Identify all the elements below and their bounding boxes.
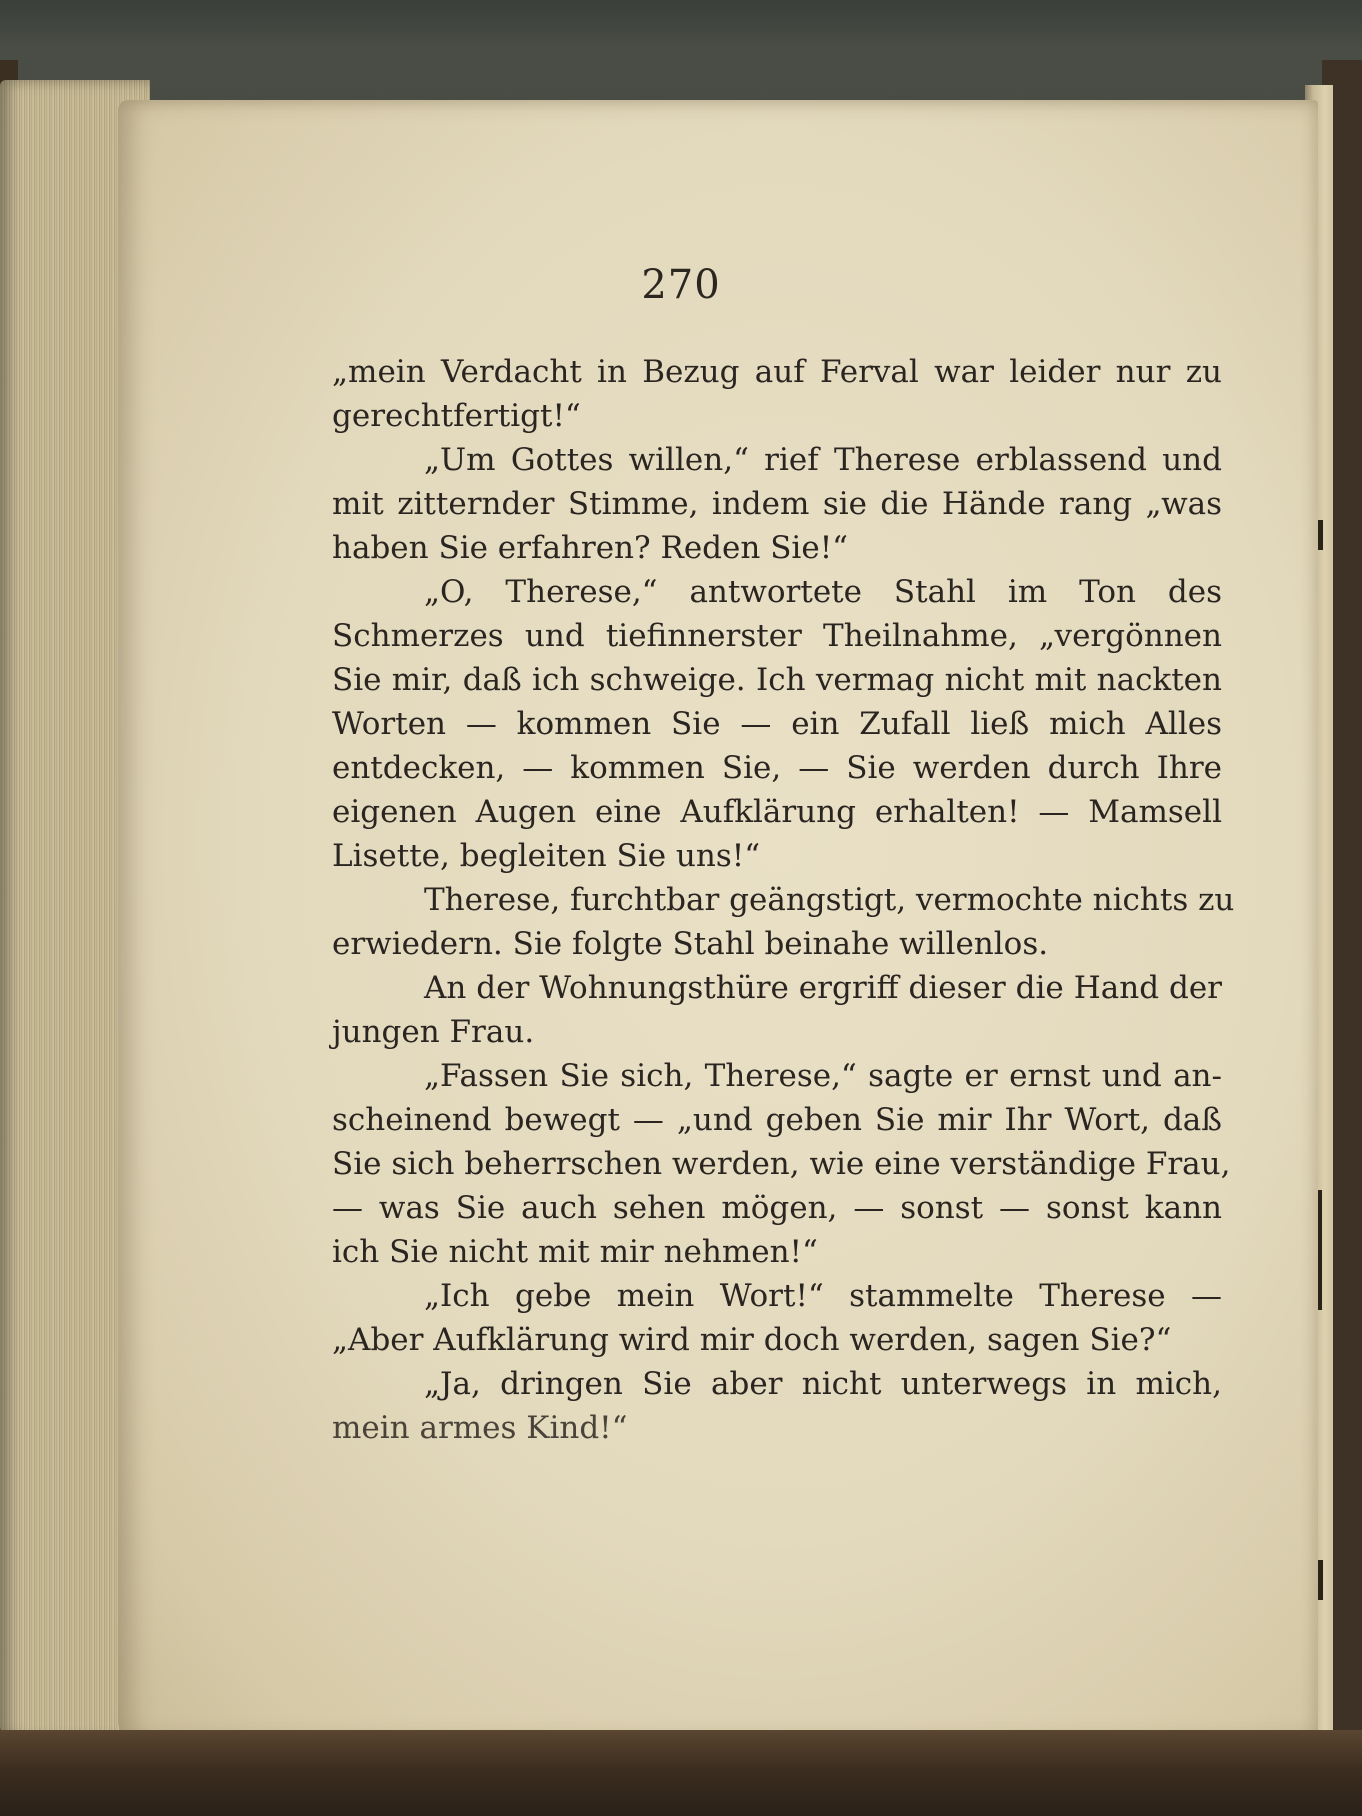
text-line: Lisette, begleiten Sie uns!“ bbox=[332, 838, 761, 874]
text-line: haben Sie erfahren? Reden Sie!“ bbox=[332, 530, 848, 566]
text-line: Sie sich beherrschen werden, wie eine verständige Frau, bbox=[332, 1146, 1231, 1182]
text-line: jungen Frau. bbox=[332, 1014, 535, 1050]
text-line: gerechtfertigt!“ bbox=[332, 398, 581, 434]
text-line: ich Sie nicht mit mir nehmen!“ bbox=[332, 1234, 818, 1270]
text-line: „Fassen Sie sich, Therese,“ sagte er ernst und an- bbox=[424, 1058, 1222, 1094]
text-line: An der Wohnungsthüre ergriff dieser die Hand der bbox=[424, 970, 1222, 1006]
text-line: Worten — kommen Sie — ein Zufall ließ mich Alles bbox=[332, 706, 1222, 742]
text-line: „mein Verdacht in Bezug auf Ferval war leider nur zu bbox=[332, 354, 1222, 390]
text-line: eigenen Augen eine Aufklärung erhalten! — Mamsell bbox=[332, 794, 1222, 830]
text-line: „O, Therese,“ antwortete Stahl im Ton des bbox=[424, 574, 1222, 610]
book-cover-bottom-edge bbox=[0, 1730, 1362, 1816]
text-line: „Ich gebe mein Wort!“ stammelte Therese — bbox=[424, 1278, 1222, 1314]
text-line: „Um Gottes willen,“ rief Therese erblassend und bbox=[424, 442, 1222, 478]
ink-mark bbox=[1318, 1560, 1323, 1600]
text-line: „Aber Aufklärung wird mir doch werden, sagen Sie?“ bbox=[332, 1322, 1172, 1358]
text-line: — was Sie auch sehen mögen, — sonst — sonst kann bbox=[332, 1190, 1222, 1226]
text-line: „Ja, dringen Sie aber nicht unterwegs in mich, bbox=[424, 1366, 1222, 1402]
text-line: scheinend bewegt — „und geben Sie mir Ihr Wort, daß bbox=[332, 1102, 1222, 1138]
page-number: 270 bbox=[641, 262, 721, 308]
text-line: Therese, furchtbar geängstigt, vermochte nichts zu bbox=[424, 882, 1235, 918]
text-line: mit zitternder Stimme, indem sie die Hände rang „was bbox=[332, 486, 1222, 522]
text-line: entdecken, — kommen Sie, — Sie werden durch Ihre bbox=[332, 750, 1222, 786]
ink-mark bbox=[1318, 520, 1323, 550]
text-line: Sie mir, daß ich schweige. Ich vermag nicht mit nackten bbox=[332, 662, 1222, 698]
text-line: erwiedern. Sie folgte Stahl beinahe willenlos. bbox=[332, 926, 1049, 962]
page-body-text bbox=[332, 350, 1235, 1450]
text-line: mein armes Kind!“ bbox=[332, 1410, 628, 1446]
ink-mark bbox=[1318, 1190, 1322, 1310]
text-line: Schmerzes und tiefinnerster Theilnahme, „vergönnen bbox=[332, 618, 1222, 654]
